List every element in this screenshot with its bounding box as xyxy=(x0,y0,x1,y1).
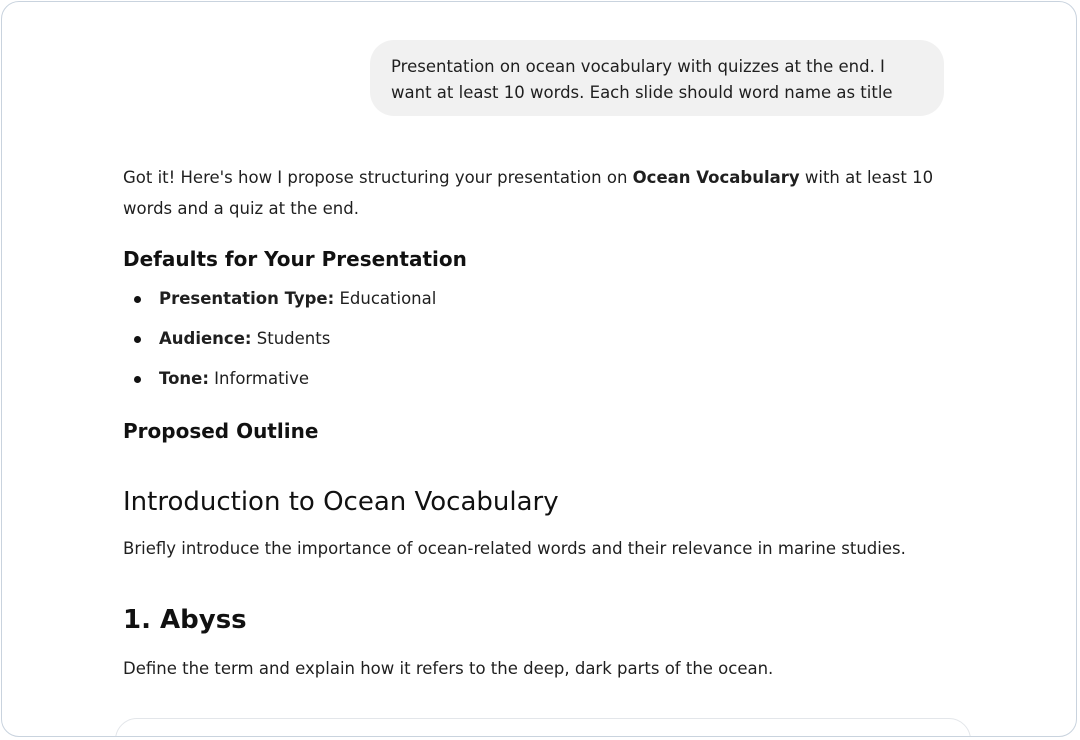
bullet-dot xyxy=(134,296,141,303)
word-section-title: 1. Abyss xyxy=(123,605,247,635)
defaults-item-value: Informative xyxy=(208,369,310,388)
assistant-response xyxy=(123,162,963,681)
defaults-item-label: Tone: xyxy=(159,369,209,388)
intro-text-end: with at least 10 words and a quiz at the end. xyxy=(123,168,934,218)
word-section-description: Define the term and explain how it refers to the deep, dark parts of the ocean. xyxy=(123,659,774,678)
defaults-item-presentation-type xyxy=(123,287,963,311)
defaults-item-label: Presentation Type: xyxy=(159,289,335,308)
content-card xyxy=(115,718,971,737)
defaults-item-value: Educational xyxy=(334,289,437,308)
defaults-heading: Defaults for Your Presentation xyxy=(123,247,467,271)
outline-heading: Proposed Outline xyxy=(123,419,319,443)
intro-text-start: Got it! Here's how I propose structuring your presentation on xyxy=(123,168,633,187)
defaults-item-audience xyxy=(123,327,963,351)
bullet-dot xyxy=(134,376,141,383)
defaults-item-tone xyxy=(123,367,963,391)
intro-section-description: Briefly introduce the importance of ocean-related words and their relevance in marine studies. xyxy=(123,539,906,558)
assistant-intro-text xyxy=(123,162,963,224)
defaults-item-value: Students xyxy=(251,329,331,348)
bullet-dot xyxy=(134,336,141,343)
defaults-list xyxy=(123,287,963,391)
user-message-bubble xyxy=(370,40,944,116)
defaults-item-label: Audience: xyxy=(159,329,252,348)
intro-topic-bold: Ocean Vocabulary xyxy=(632,168,800,187)
chat-window xyxy=(1,1,1077,737)
user-message-text: Presentation on ocean vocabulary with quizzes at the end. I want at least 10 words. Each slide should word name as title xyxy=(391,57,893,102)
intro-section-title: Introduction to Ocean Vocabulary xyxy=(123,487,559,517)
